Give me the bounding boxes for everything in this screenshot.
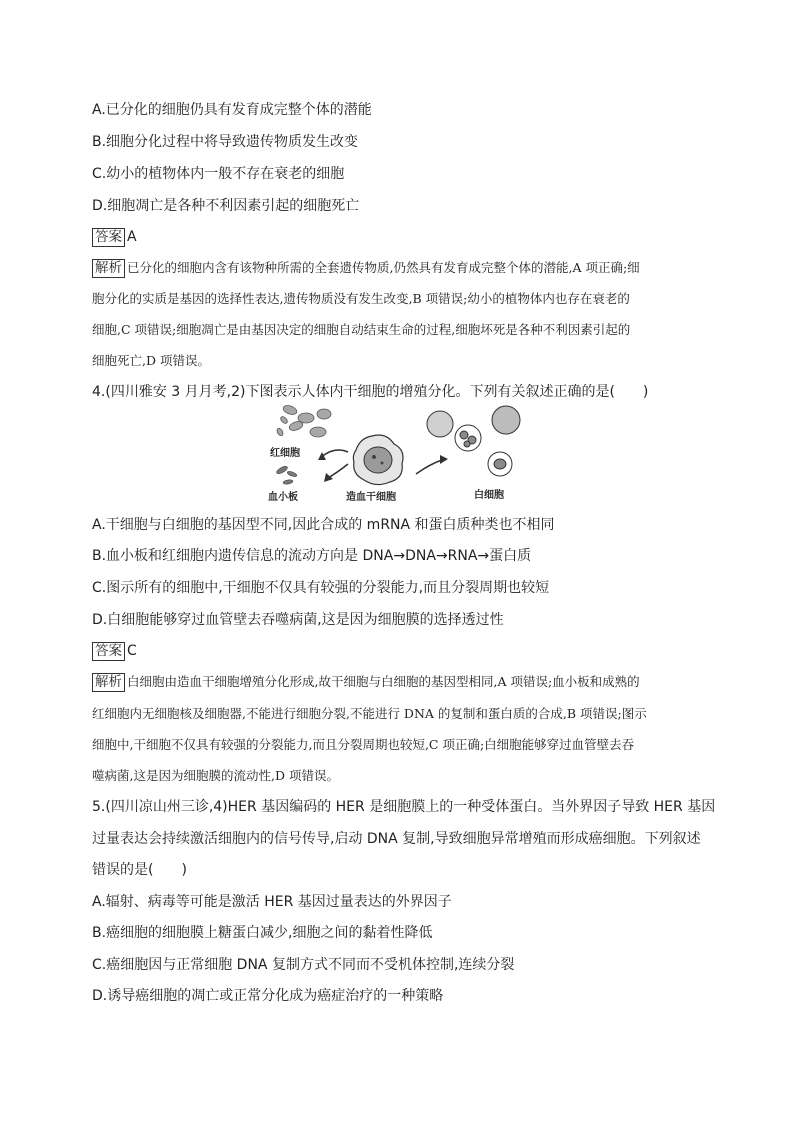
q4-explanation-line-1: 解析 白细胞由造血干细胞增殖分化形成,故干细胞与白细胞的基因型相同,A 项错误;血小板和成熟的 <box>92 672 704 692</box>
explain-tag: 解析 <box>92 673 125 692</box>
red-cells-icon <box>276 404 331 437</box>
q5-option-c: C.癌细胞因与正常细胞 DNA 复制方式不同而不受机体控制,连续分裂 <box>92 957 515 973</box>
answer-tag: 答案 <box>92 642 125 661</box>
stem-cell-diagram <box>268 402 526 510</box>
stem-cell-icon <box>353 435 403 485</box>
q3-answer <box>92 227 137 247</box>
label-white-cell: 白细胞 <box>474 490 504 501</box>
q3-option-c: C.幼小的植物体内一般不存在衰老的细胞 <box>92 166 345 182</box>
q4-option-b: B.血小板和红细胞内遗传信息的流动方向是 DNA→DNA→RNA→蛋白质 <box>92 548 532 564</box>
q4-stem: 4.(四川雅安 3 月月考,2)下图表示人体内干细胞的增殖分化。下列有关叙述正确的是( ) <box>92 384 649 400</box>
q5-option-b: B.癌细胞的细胞膜上糖蛋白减少,细胞之间的黏着性降低 <box>92 925 433 941</box>
q4-option-d: D.白细胞能够穿过血管壁去吞噬病菌,这是因为细胞膜的选择透过性 <box>92 612 504 628</box>
label-stem-cell: 造血干细胞 <box>346 492 396 503</box>
answer-tag: 答案 <box>92 228 125 247</box>
q5-stem-line-1: 5.(四川凉山州三诊,4)HER 基因编码的 HER 是细胞膜上的一种受体蛋白。当外界因子导致 HER 基因 <box>92 799 716 815</box>
answer-value: C <box>127 643 137 659</box>
q4-option-c: C.图示所有的细胞中,干细胞不仅具有较强的分裂能力,而且分裂周期也较短 <box>92 580 550 596</box>
q4-explanation-line-3: 细胞中,干细胞不仅具有较强的分裂能力,而且分裂周期也较短,C 项正确;白细胞能够穿过血管壁去吞 <box>92 737 635 752</box>
q3-option-d: D.细胞凋亡是各种不利因素引起的细胞死亡 <box>92 198 360 214</box>
label-platelet: 血小板 <box>268 492 298 503</box>
white-cells-icon <box>427 406 520 476</box>
stem-cell-figure <box>268 402 526 510</box>
q5-stem-line-2: 过量表达会持续激活细胞内的信号传导,启动 DNA 复制,导致细胞异常增殖而形成癌细胞。下列叙述 <box>92 831 701 847</box>
platelets-icon <box>276 465 298 485</box>
q4-option-a: A.干细胞与白细胞的基因型不同,因此合成的 mRNA 和蛋白质种类也不相同 <box>92 517 555 533</box>
answer-value: A <box>127 229 137 245</box>
label-red-cell: 红细胞 <box>270 448 300 459</box>
q4-answer <box>92 641 137 661</box>
q3-option-b: B.细胞分化过程中将导致遗传物质发生改变 <box>92 134 359 150</box>
q3-explanation-line-1: 解析 已分化的细胞内含有该物种所需的全套遗传物质,仍然具有发育成完整个体的潜能,A 项正确;细 <box>92 258 704 278</box>
q5-option-a: A.辐射、病毒等可能是激活 HER 基因过量表达的外界因子 <box>92 894 452 910</box>
arrow-right-icon <box>416 455 448 474</box>
q5-stem-line-3: 错误的是( ) <box>92 862 187 878</box>
q3-explanation-line-4: 细胞死亡,D 项错误。 <box>92 353 210 368</box>
q4-explanation-line-4: 噬病菌,这是因为细胞膜的流动性,D 项错误。 <box>92 768 339 783</box>
explain-tag: 解析 <box>92 259 125 278</box>
arrow-left-icon <box>320 450 348 478</box>
q3-explanation-line-3: 细胞,C 项错误;细胞凋亡是由基因决定的细胞自动结束生命的过程,细胞坏死是各种不利因素引起的 <box>92 322 631 337</box>
q3-explanation-line-2: 胞分化的实质是基因的选择性表达,遗传物质没有发生改变,B 项错误;幼小的植物体内也存在衰老的 <box>92 291 630 306</box>
q3-option-a: A.已分化的细胞仍具有发育成完整个体的潜能 <box>92 102 372 118</box>
q5-option-d: D.诱导癌细胞的凋亡或正常分化成为癌症治疗的一种策略 <box>92 988 444 1004</box>
q4-explanation-line-2: 红细胞内无细胞核及细胞器,不能进行细胞分裂,不能进行 DNA 的复制和蛋白质的合成,B 项错误;图示 <box>92 706 647 721</box>
